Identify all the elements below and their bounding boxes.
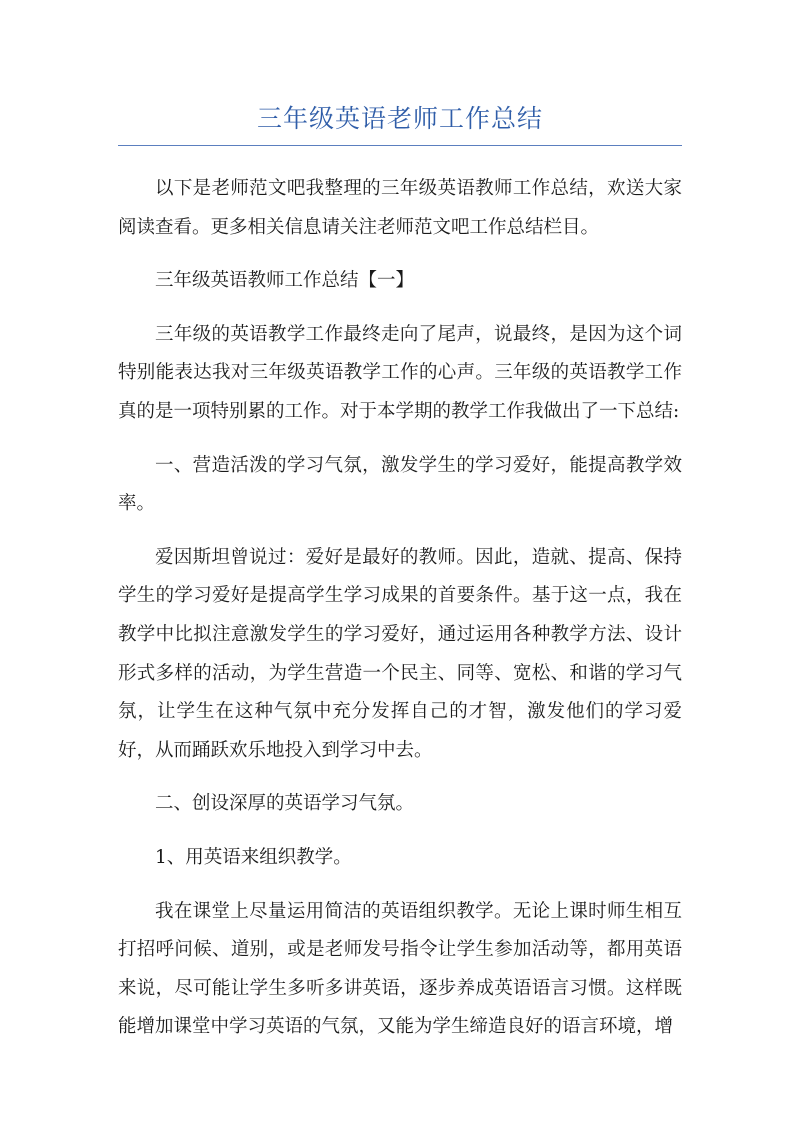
body-paragraph: 爱因斯坦曾说过：爱好是最好的教师。因此，造就、提高、保持学生的学习爱好是提高学生学习成果的首要条件。基于这一点，我在教学中比拟注意激发学生的学习爱好，通过运用各种教学方法、设计形式多样的活动，为学生营造一个民主、同等、宽松、和谐的学习气氛，让学生在这种气氛中充分发挥自己的才智，激发他们的学习爱好，从而踊跃欢乐地投入到学习中去。 (118, 546, 682, 761)
body-paragraph: 我在课堂上尽量运用简洁的英语组织教学。无论上课时师生相互打招呼问候、道别，或是老师发号指令让学生参加活动等，都用英语来说，尽可能让学生多听多讲英语，逐步养成英语语言习惯。这样既能增加课堂中学习英语的气氛，又能为学生缔造良好的语言环境，增 (118, 900, 682, 1038)
title-divider (118, 145, 682, 146)
point-heading: 二、创设深厚的英语学习气氛。 (155, 793, 415, 815)
intro-paragraph: 以下是老师范文吧我整理的三年级英语教师工作总结，欢送大家阅读查看。更多相关信息请关注老师范文吧工作总结栏目。 (118, 178, 682, 238)
sub-point-heading: 1、用英语来组织教学。 (155, 846, 352, 868)
point-heading: 一、营造活泼的学习气氛，激发学生的学习爱好，能提高教学效率。 (118, 454, 682, 515)
section-heading: 三年级英语教师工作总结【一】 (155, 270, 415, 292)
body-paragraph: 三年级的英语教学工作最终走向了尾声，说最终，是因为这个词特别能表达我对三年级英语教学工作的心声。三年级的英语教学工作真的是一项特别累的工作。对于本学期的教学工作我做出了一下总结: (118, 323, 682, 422)
document-title: 三年级英语老师工作总结 (256, 104, 543, 133)
document-body (118, 170, 682, 1047)
